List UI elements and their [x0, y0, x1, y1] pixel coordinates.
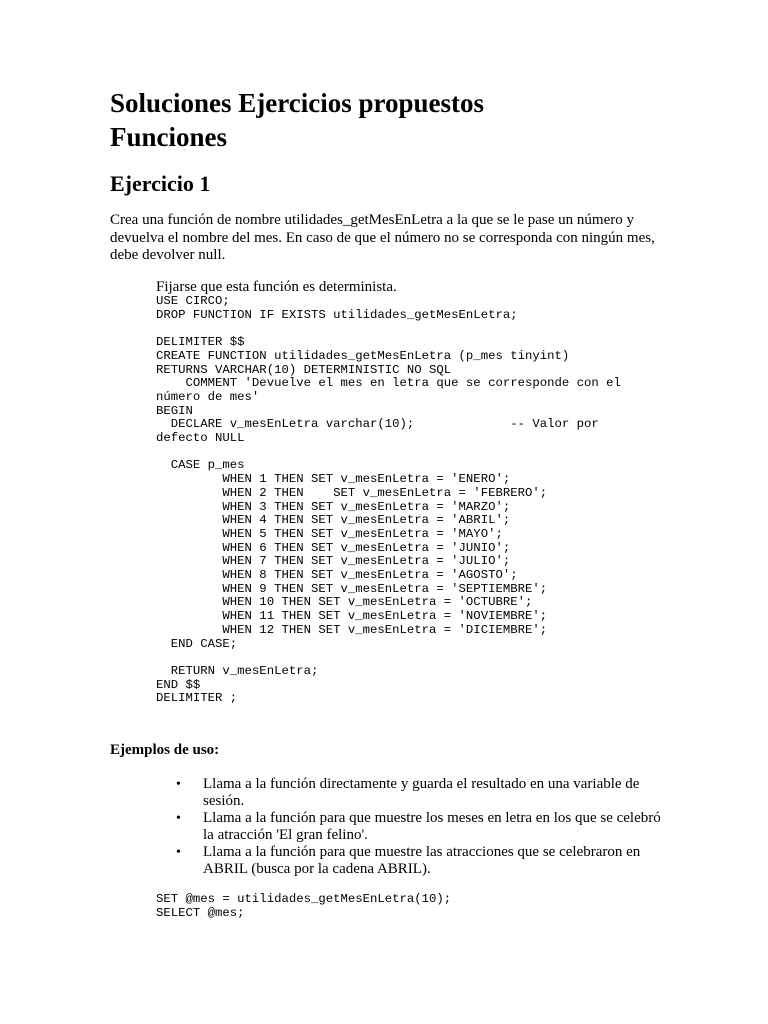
function-code-block: USE CIRCO; DROP FUNCTION IF EXISTS utilidades_getMesEnLetra; DELIMITER $$ CREATE FUNCTION utilidades_getMesEnLetra (p_mes tinyint) RETURNS VARCHAR(10) DETERMINISTIC NO SQL COMMENT 'Devuelve el mes en letra que se corresponde con el número de mes' BEGIN DECLARE v_mesEnLetra varchar(10); -- Valor por defecto NULL CASE p_mes WHEN 1 THEN SET v_mesEnLetra = 'ENERO'; WHEN 2 THEN SET v_mesEnLetra = 'FEBRERO'; WHEN 3 THEN SET v_mesEnLetra = 'MARZO'; WHEN 4 THEN SET v_mesEnLetra = 'ABRIL'; WHEN 5 THEN SET v_mesEnLetra = 'MAYO'; WHEN 6 THEN SET v_mesEnLetra = 'JUNIO'; WHEN 7 THEN SET v_mesEnLetra = 'JULIO'; WHEN 8 THEN SET v_mesEnLetra = 'AGOSTO'; WHEN 9 THEN SET v_mesEnLetra = 'SEPTIEMBRE'; WHEN 10 THEN SET v_mesEnLetra = 'OCTUBRE'; WHEN 11 THEN SET v_mesEnLetra = 'NOVIEMBRE'; WHEN 12 THEN SET v_mesEnLetra = 'DICIEMBRE'; END CASE; RETURN v_mesEnLetra; END $$ DELIMITER ; [156, 294, 621, 706]
exercise-heading: Ejercicio 1 [110, 171, 211, 196]
list-item [176, 810, 666, 844]
usage-code-block: SET @mes = utilidades_getMesEnLetra(10); SELECT @mes; [156, 892, 452, 920]
page-title-line-2: Funciones [110, 122, 228, 152]
page-title [110, 86, 710, 154]
bullet-icon: • [176, 845, 181, 860]
bullet-icon: • [176, 777, 181, 792]
determinism-note: Fijarse que esta función es determinista. [156, 279, 397, 295]
bullet-icon: • [176, 811, 181, 826]
examples-heading: Ejemplos de uso: [110, 742, 220, 758]
list-item-text: Llama a la función para que muestre los meses en letra en los que se celebró la atracción 'El gran felino'. [203, 810, 661, 843]
list-item [176, 776, 666, 810]
examples-list [176, 776, 666, 878]
list-item-text: Llama a la función para que muestre las atracciones que se celebraron en ABRIL (busca por la cadena ABRIL). [203, 844, 641, 877]
exercise-description: Crea una función de nombre utilidades_getMesEnLetra a la que se le pase un número y devuelva el nombre del mes. En caso de que el número no se corresponda con ningún mes, debe devolver null. [110, 212, 655, 263]
list-item [176, 844, 666, 878]
list-item-text: Llama a la función directamente y guarda el resultado en una variable de sesión. [203, 776, 640, 809]
page-title-line-1: Soluciones Ejercicios propuestos [110, 88, 485, 118]
